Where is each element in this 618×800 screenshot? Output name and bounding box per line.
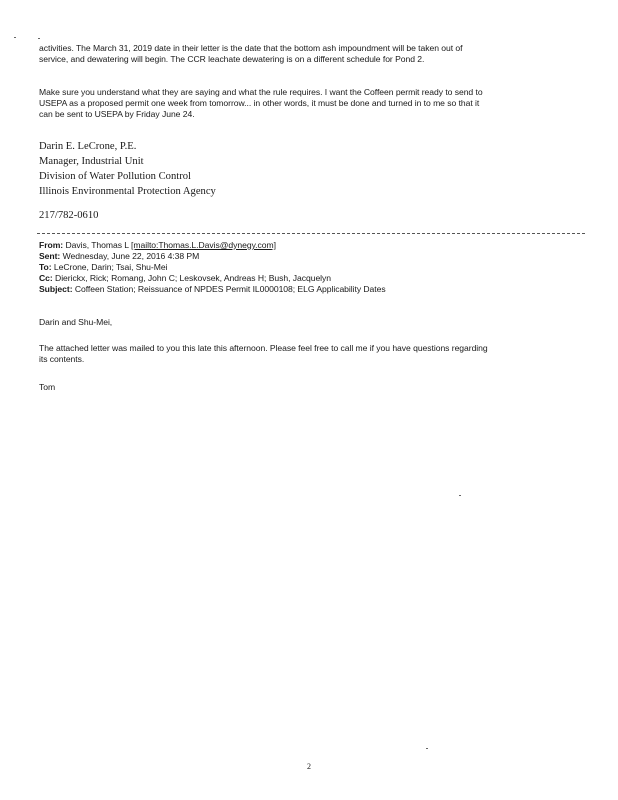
sent-label: Sent: bbox=[39, 251, 61, 261]
email-body-paragraph bbox=[39, 343, 584, 365]
scan-speck bbox=[38, 38, 40, 39]
scan-speck bbox=[14, 37, 16, 38]
email-separator bbox=[37, 233, 585, 234]
cc-label: Cc: bbox=[39, 273, 53, 283]
sent-line bbox=[39, 251, 584, 262]
to-value: LeCrone, Darin; Tsai, Shu-Mei bbox=[53, 262, 168, 272]
instruction-line: can be sent to USEPA by Friday June 24. bbox=[39, 109, 195, 119]
email-body-line: its contents. bbox=[39, 354, 85, 364]
signature-block bbox=[39, 139, 584, 199]
scan-speck bbox=[426, 748, 428, 749]
sent-value: Wednesday, June 22, 2016 4:38 PM bbox=[62, 251, 200, 261]
signature-phone: 217/782-0610 bbox=[39, 210, 99, 221]
subject-value: Coffeen Station; Reissuance of NPDES Permit IL0000108; ELG Applicability Dates bbox=[74, 284, 386, 294]
signature-division: Division of Water Pollution Control bbox=[39, 171, 191, 182]
continuation-paragraph bbox=[39, 43, 584, 65]
from-email-link[interactable]: [mailto:Thomas.L.Davis@dynegy.com] bbox=[131, 240, 276, 250]
from-name: Davis, Thomas L bbox=[65, 240, 129, 250]
instruction-line: USEPA as a proposed permit one week from tomorrow... in other words, it must be done and turned in to me so that it bbox=[39, 98, 480, 108]
signature-agency: Illinois Environmental Protection Agency bbox=[39, 186, 216, 197]
cc-line bbox=[39, 273, 584, 284]
cc-value: Dierickx, Rick; Romang, John C; Leskovsek, Andreas H; Bush, Jacquelyn bbox=[55, 273, 332, 283]
instruction-line: Make sure you understand what they are saying and what the rule requires. I want the Coffeen permit ready to send to bbox=[39, 87, 483, 97]
signature-name: Darin E. LeCrone, P.E. bbox=[39, 141, 137, 152]
email-header bbox=[39, 240, 584, 295]
from-label: From: bbox=[39, 240, 64, 250]
instruction-paragraph bbox=[39, 87, 584, 120]
scan-speck bbox=[459, 495, 461, 496]
from-line bbox=[39, 240, 584, 251]
to-label: To: bbox=[39, 262, 52, 272]
email-greeting: Darin and Shu-Mei, bbox=[39, 317, 113, 327]
signature-title: Manager, Industrial Unit bbox=[39, 156, 144, 167]
subject-line bbox=[39, 284, 584, 295]
subject-label: Subject: bbox=[39, 284, 73, 294]
email-body-line: The attached letter was mailed to you this late this afternoon. Please feel free to call me if you have questions regarding bbox=[39, 343, 488, 353]
email-closing: Tom bbox=[39, 382, 56, 392]
continuation-line: activities. The March 31, 2019 date in their letter is the date that the bottom ash impoundment will be taken out of bbox=[39, 43, 463, 53]
page-number: 2 bbox=[307, 762, 311, 771]
to-line bbox=[39, 262, 584, 273]
continuation-line: service, and dewatering will begin. The CCR leachate dewatering is on a different schedule for Pond 2. bbox=[39, 54, 425, 64]
